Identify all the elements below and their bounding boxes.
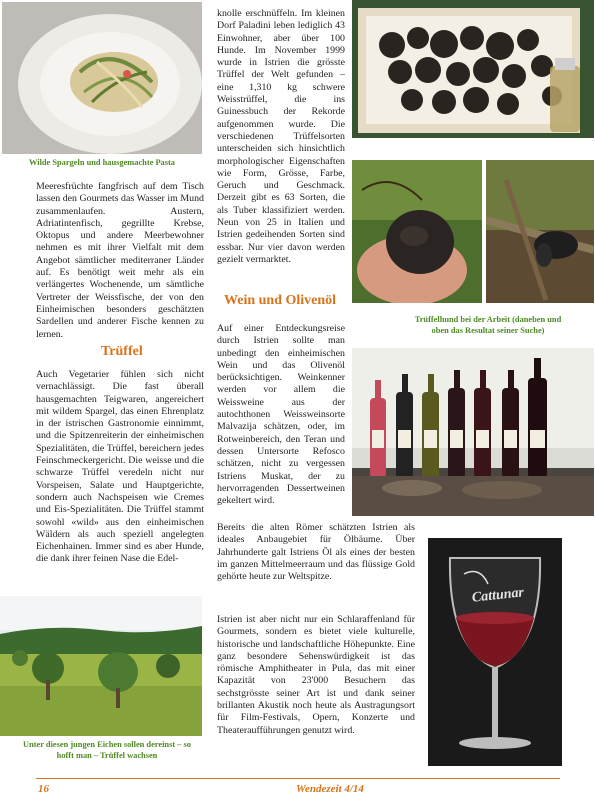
heading-trueffel: Trüffel	[101, 344, 143, 359]
oak-grove-photo	[0, 596, 202, 736]
page-number: 16	[38, 783, 49, 795]
column2-truffle-paragraph: knolle erschnüffeln. Im kleinen Dorf Paladini leben lediglich 43 Einwohner, aber über 100 Hunde. Im November 1999 wurde in Istrien die grösste Trüffel der Welt gefunden – eine 1,310 kg schwere Weisstrüffel, die ins Guinessbuch der Rekorde aufgenommen wurde. Die verschiedenen Trüffelsorten unterscheiden sich hinsichtlich morphologischer Eigenschaften wie Form, Grösse, Farbe, Geruch und Geschmack. Derzeit gibt es 63 Sorten, die als Tuber klassifiziert werden. Neun von 25 in Italien und Istrien gedeihenden Sorten sind essbar. Nur vier davon werden gezielt vermarktet.	[217, 8, 345, 265]
magazine-name: Wendezeit 4/14	[296, 783, 364, 795]
pasta-photo	[2, 2, 202, 154]
column1-seafood-paragraph: Meeresfrüchte fangfrisch auf dem Tisch lassen den Gourmets das Wasser im Mund zusammenlaufen. Austern, Adriatintenfisch, gegrillte Krebse, Oktopus und andere Meerbewohner nehmen es mit ihrer Vielfalt mit dem Angebot sämtlicher mediterraner Länder auf. Es benötigt weit mehr als ein verlängertes Wochenende, um sämtliche Vertreter der Weissfische, der von den Einheimischen besonders geschätzten Sardellen und anderer Fische kennen zu lernen.	[36, 181, 204, 340]
truffle-dog-photo	[486, 160, 594, 303]
column2-wine-paragraph: Auf einer Entdeckungsreise durch Istrien sollte man unbedingt den einheimischen Wein und das Olivenöl berücksichtigen. Weinkenner werden vor allem die Weissweine aus der autochthonen Weissweinsorte Malvazija schätzen, oder, im Rotweinbereich, den Teran und dessen Untersorte Refosco schätzen, nicht zu vergessen Istriens Muskat, der zu hervorragenden Dessertweinen gekeltert wird.	[217, 323, 345, 507]
footer-rule	[36, 778, 560, 779]
wine-glass-label: Cattunar	[471, 585, 525, 606]
truffle-hand-photo	[352, 160, 482, 303]
truffle-box-photo	[352, 0, 594, 138]
pasta-caption: Wilde Spargeln und hausgemachte Pasta	[29, 158, 175, 167]
truffle-dog-caption: Trüffelhund bei der Arbeit (daneben und oben das Resultat seiner Suche)	[414, 315, 562, 335]
oak-grove-caption: Unter diesen jungen Eichen sollen dereinst – so hofft man – Trüffel wachsen	[23, 740, 191, 760]
column2-roman-paragraph: Bereits die alten Römer schätzten Istrien als ideales Anbaugebiet für Ölbäume. Über Jahrhunderte galt Istriens Öl als eines der besten im ganzen Mittelmeerraum und das flüssige Gold gehörte heute zur Weltspitze.	[217, 522, 415, 583]
column2-schlaraffenland-paragraph: Istrien ist aber nicht nur ein Schlaraffenland für Gourmets, sondern es bietet viele kulturelle, historische und landschaftliche Höhepunkte. Eine ganz besondere Sehenswürdigkeit ist das römische Amphitheater in Pula, das mit einer Kapazität von 23'000 Besuchern das sechstgrösste seiner Art ist und dank seiner brillanten Akustik noch heute als Austragungsort für Film-Festivals, Opern, Konzerte und Theateraufführungen genutzt wird.	[217, 614, 415, 736]
wine-bottles-photo	[352, 348, 594, 516]
heading-wein-olivenoel: Wein und Olivenöl	[224, 293, 337, 308]
wine-glass-photo	[428, 538, 562, 766]
column1-trueffel-paragraph: Auch Vegetarier fühlen sich nicht vernachlässigt. Die fast überall hausgemachten Teigwaren, angereichert mit wildem Spargel, das einen Ehrenplatz in der istrischen Gastronomie einnimmt, und die Spitzenreiterin der einheimischen Spezialitäten, die Trüffel, bereichern jedes Feinschmeckergericht. Die weisse und die schwarze Trüffel veredeln nicht nur Vorspeisen, Salate und Hauptgerichte, sondern auch Nachspeisen wie Cremes und Eis-Spezialitäten. Die Trüffel stammt sowohl «wild» aus den einheimischen Wäldern als auch speziell angelegten Eichenhainen. Immer sind es aber Hunde, die dank ihrer feinen Nase die Edel-	[36, 369, 204, 565]
